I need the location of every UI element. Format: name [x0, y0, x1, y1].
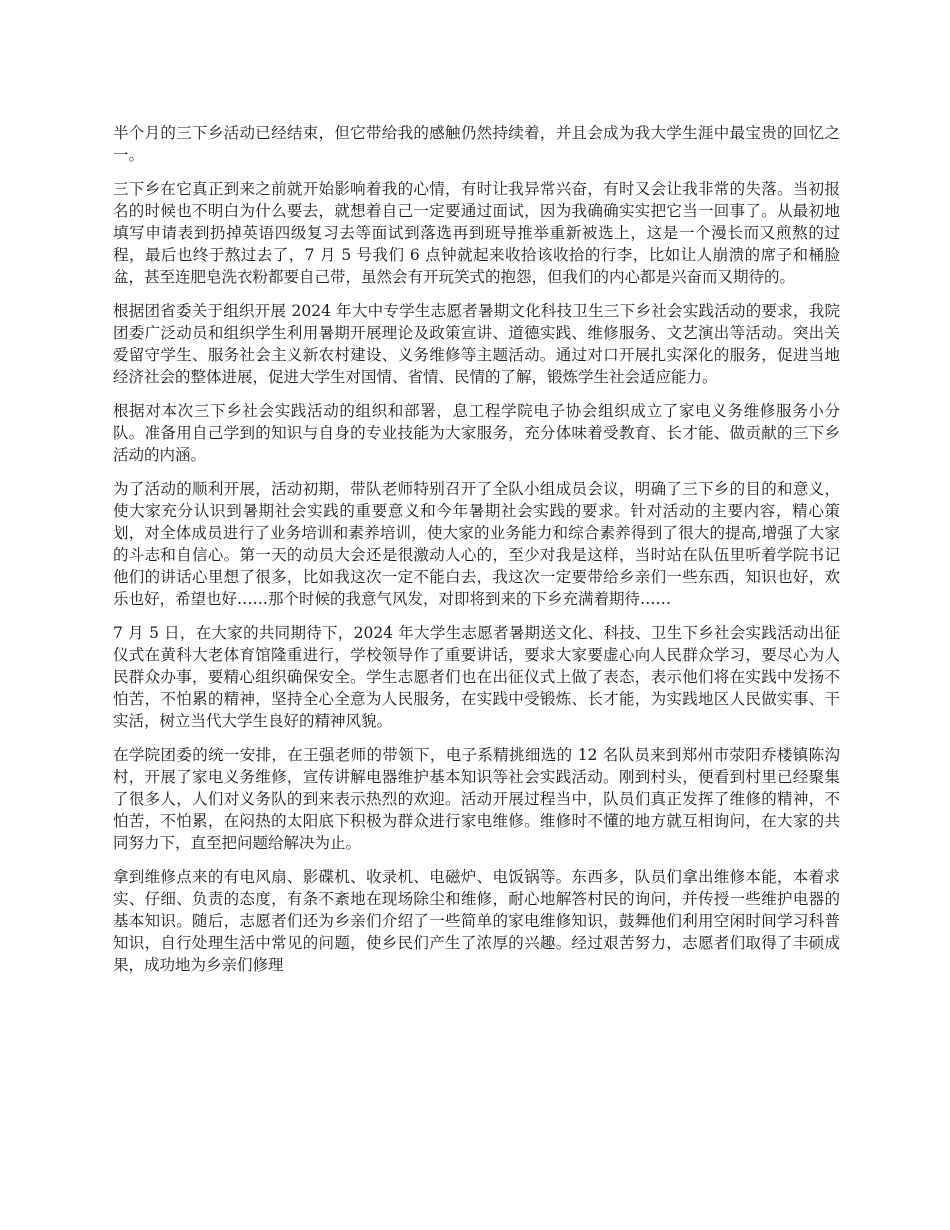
paragraph-6: 7 月 5 日，在大家的共同期待下，2024 年大学生志愿者暑期送文化、科技、卫生下乡社会实践活动出征仪式在黄科大老体育馆隆重进行，学校领导作了重要讲话，要求大家要虚心向人民群众学习，要尽心为人民群众办事，要精心组织确保安全。学生志愿者们也在出征仪式上做了表态，表示他们将在实践中发扬不怕苦，不怕累的精神，坚持全心全意为人民服务，在实践中受锻炼、长才能，为实践地区人民做实事、干实活，树立当代大学生良好的精神风貌。: [113, 624, 840, 730]
paragraph-4: 根据对本次三下乡社会实践活动的组织和部署，息工程学院电子协会组织成立了家电义务维修服务小分队。准备用自己学到的知识与自身的专业技能为大家服务，充分体味着受教育、长才能、做贡献的三下乡活动的内涵。: [113, 402, 840, 464]
paragraph-5: 为了活动的顺利开展，活动初期，带队老师特别召开了全队小组成员会议，明确了三下乡的目的和意义，使大家充分认识到暑期社会实践的重要意义和今年暑期社会实践的要求。针对活动的主要内容，精心策划，对全体成员进行了业务培训和素养培训，使大家的业务能力和综合素养得到了很大的提高,增强了大家的斗志和自信心。第一天的动员大会还是很激动人心的，至少对我是这样，当时站在队伍里听着学院书记他们的讲话心里想了很多，比如我这次一定不能白去，我这次一定要带给乡亲们一些东西，知识也好，欢乐也好，希望也好……那个时候的我意气风发，对即将到来的下乡充满着期待……: [113, 480, 840, 608]
paragraph-7: 在学院团委的统一安排，在王强老师的带领下，电子系精挑细选的 12 名队员来到郑州市荥阳乔楼镇陈沟村，开展了家电义务维修，宣传讲解电器维护基本知识等社会实践活动。刚到村头，便看到村里已经聚集了很多人，人们对义务队的到来表示热烈的欢迎。活动开展过程当中，队员们真正发挥了维修的精神，不怕苦，不怕累，在闷热的太阳底下积极为群众进行家电维修。维修时不懂的地方就互相询问，在大家的共同努力下，直至把问题给解决为止。: [113, 746, 840, 852]
document-body: [113, 122, 840, 988]
paragraph-2: 三下乡在它真正到来之前就开始影响着我的心情，有时让我异常兴奋，有时又会让我非常的失落。当初报名的时候也不明白为什么要去，就想着自己一定要通过面试，因为我确确实实把它当一回事了。从最初地填写申请表到扔掉英语四级复习去等面试到落选再到班导推举重新被选上，这是一个漫长而又煎熬的过程，最后也终于熬过去了，7 月 5 号我们 6 点钟就起来收拾该收拾的行李，比如让人崩溃的席子和桶脸盆，甚至连肥皂洗衣粉都要自己带，虽然会有开玩笑式的抱怨，但我们的内心都是兴奋而又期待的。: [113, 180, 840, 286]
paragraph-1: 半个月的三下乡活动已经结束，但它带给我的感触仍然持续着，并且会成为我大学生涯中最宝贵的回忆之一。: [113, 124, 840, 164]
paragraph-8: 拿到维修点来的有电风扇、影碟机、收录机、电磁炉、电饭锅等。东西多，队员们拿出维修本能，本着求实、仔细、负责的态度，有条不紊地在现场除尘和维修，耐心地解答村民的询问，并传授一些维护电器的基本知识。随后，志愿者们还为乡亲们介绍了一些简单的家电维修知识，鼓舞他们利用空闲时间学习科普知识，自行处理生活中常见的问题，使乡民们产生了浓厚的兴趣。经过艰苦努力，志愿者们取得了丰硕成果，成功地为乡亲们修理: [113, 868, 840, 974]
paragraph-3: 根据团省委关于组织开展 2024 年大中专学生志愿者暑期文化科技卫生三下乡社会实践活动的要求，我院团委广泛动员和组织学生利用暑期开展理论及政策宣讲、道德实践、维修服务、文艺演出等活动。突出关爱留守学生、服务社会主义新农村建设、义务维修等主题活动。通过对口开展扎实深化的服务，促进当地经济社会的整体进展，促进大学生对国情、省情、民情的了解，锻炼学生社会适应能力。: [113, 302, 840, 386]
